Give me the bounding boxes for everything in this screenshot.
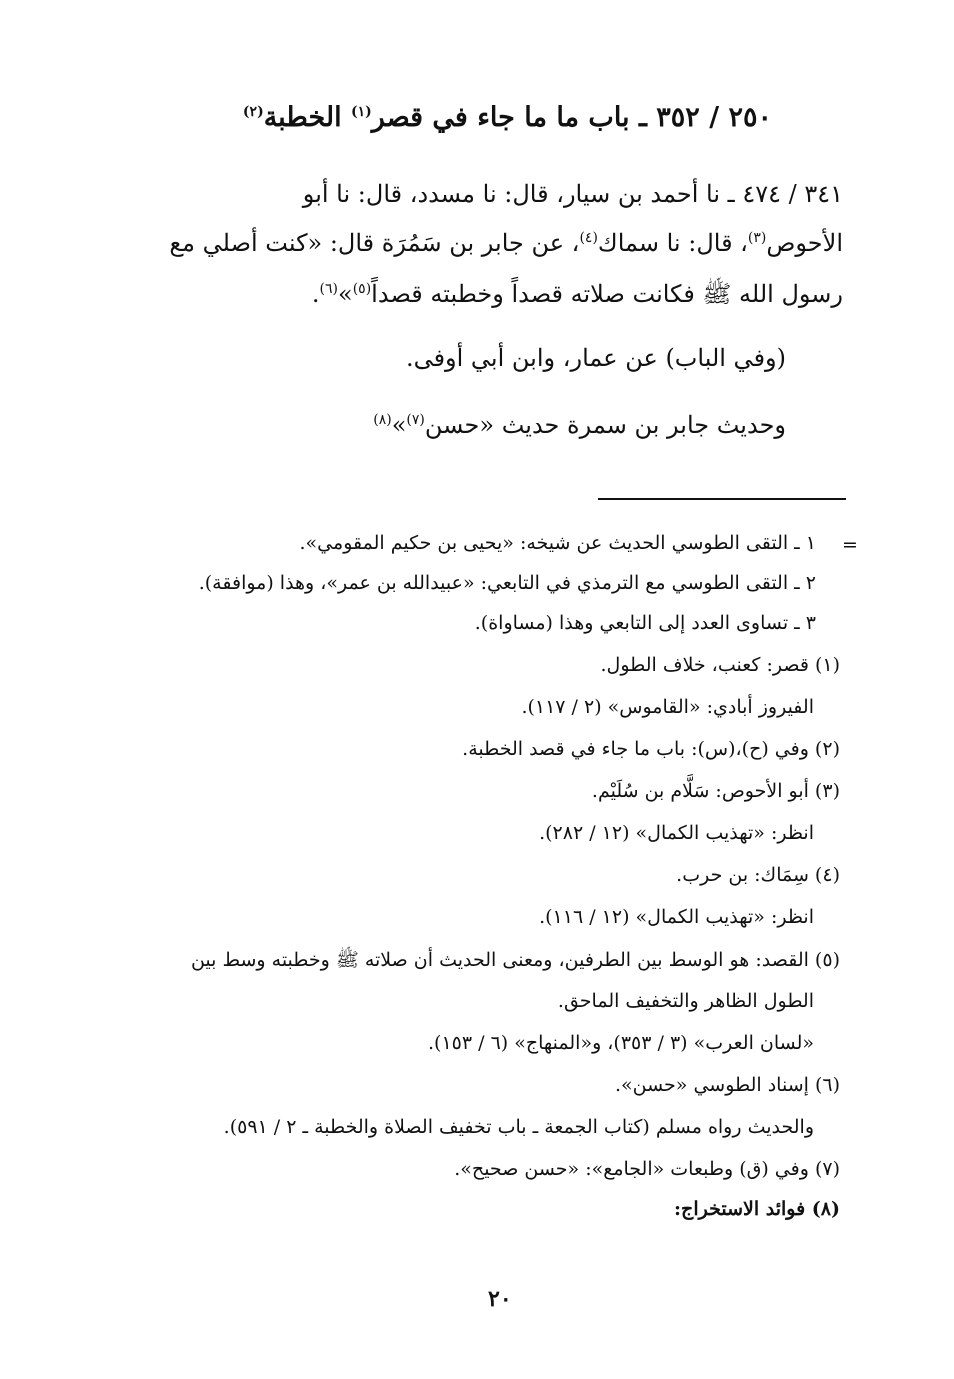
- chapter-title: [243, 102, 772, 133]
- chapter-title-word: الخطبة: [263, 102, 352, 133]
- footnote-line: ٣ ـ تساوى العدد إلى التابعي وهذا (مساواة).: [474, 612, 816, 634]
- footnote-line: الطول الظاهر والتخفيف الماحق.: [557, 990, 814, 1012]
- hadith-text: رسول الله ﷺ فكانت صلاته قصداً وخطبته قصداً: [371, 280, 843, 308]
- grade-text: وحديث جابر بن سمرة حديث «حسن: [424, 411, 786, 439]
- footnote-line: انظر: «تهذيب الكمال» (١٢ / ١١٦).: [539, 906, 814, 928]
- footnote-ref: (٢): [242, 104, 264, 120]
- footnote-line: (٣) أبو الأحوص: سَلَّام بن سُلَيْم.: [591, 780, 840, 802]
- hadith-line-3: [312, 279, 843, 314]
- footnote-ref: (١): [351, 104, 372, 120]
- footnote-line: انظر: «تهذيب الكمال» (١٢ / ٢٨٢).: [539, 822, 814, 844]
- hadith-text: .: [311, 280, 320, 308]
- footnote-line: (٢) وفي (ح)،(س): باب ما جاء في قصد الخطبة.: [462, 738, 840, 760]
- footnote-ref: (٧): [406, 412, 425, 428]
- footnote-ref: (٤): [579, 230, 598, 246]
- hadith-text: »: [338, 280, 353, 308]
- footnote-ref: (٨): [373, 412, 392, 428]
- footnote-line: الفيروز أبادي: «القاموس» (٢ / ١١٧).: [521, 696, 814, 718]
- footnote-ref: (٦): [319, 281, 339, 297]
- page-number: ٢٠: [488, 1286, 512, 1312]
- footnote-line: ٢ ـ التقى الطوسي مع الترمذي في التابعي: «عبيدالله بن عمر»، وهذا (موافقة).: [198, 572, 816, 594]
- hadith-line-1: ٣٤١ / ٤٧٤ ـ نا أحمد بن سيار، قال: نا مسدد، قال: نا أبو: [302, 180, 843, 208]
- footnote-line: (٤) سِمَاك: بن حرب.: [676, 864, 840, 886]
- footnote-ref: (٣): [747, 230, 767, 246]
- footnote-line: ١ ـ التقى الطوسي الحديث عن شيخه: «يحيى بن حكيم المقومي».: [299, 532, 816, 554]
- footnote-separator: [598, 498, 846, 500]
- continuation-marker: =: [842, 534, 858, 556]
- footnote-line: (٦) إسناد الطوسي «حسن».: [614, 1074, 840, 1096]
- footnote-line: «لسان العرب» (٣ / ٣٥٣)، و«المنهاج» (٦ / ١٥٣).: [428, 1032, 814, 1054]
- hadith-text: الأحوص: [766, 229, 843, 257]
- footnote-line: (٧) وفي (ق) وطبعات «الجامع»: «حسن صحيح».: [454, 1158, 840, 1180]
- chapter-title-text: ٢٥٠ / ٣٥٢ ـ باب ما ما جاء في قصر: [371, 102, 772, 133]
- footnote-ref: (٥): [352, 281, 372, 297]
- footnote-line: والحديث رواه مسلم (كتاب الجمعة ـ باب تخفيف الصلاة والخطبة ـ ٢ / ٥٩١).: [223, 1116, 814, 1138]
- hadith-text: ، قال: نا سماك: [597, 229, 748, 257]
- footnote-line: (٨) فوائد الاستخراج:: [674, 1198, 840, 1220]
- hadith-line-2: [169, 229, 843, 257]
- hadith-text: ، عن جابر بن سَمُرَة قال: «كنت أصلي مع: [169, 229, 580, 257]
- grade-close: »: [391, 411, 407, 439]
- grade-line: [373, 411, 786, 439]
- bab-line: (وفي الباب) عن عمار، وابن أبي أوفى.: [405, 344, 786, 372]
- footnote-line: (٥) القصد: هو الوسط بين الطرفين، ومعنى الحديث أن صلاته ﷺ وخطبته وسط بين: [190, 949, 840, 971]
- footnote-line: (١) قصر: كعنب، خلاف الطول.: [600, 654, 840, 676]
